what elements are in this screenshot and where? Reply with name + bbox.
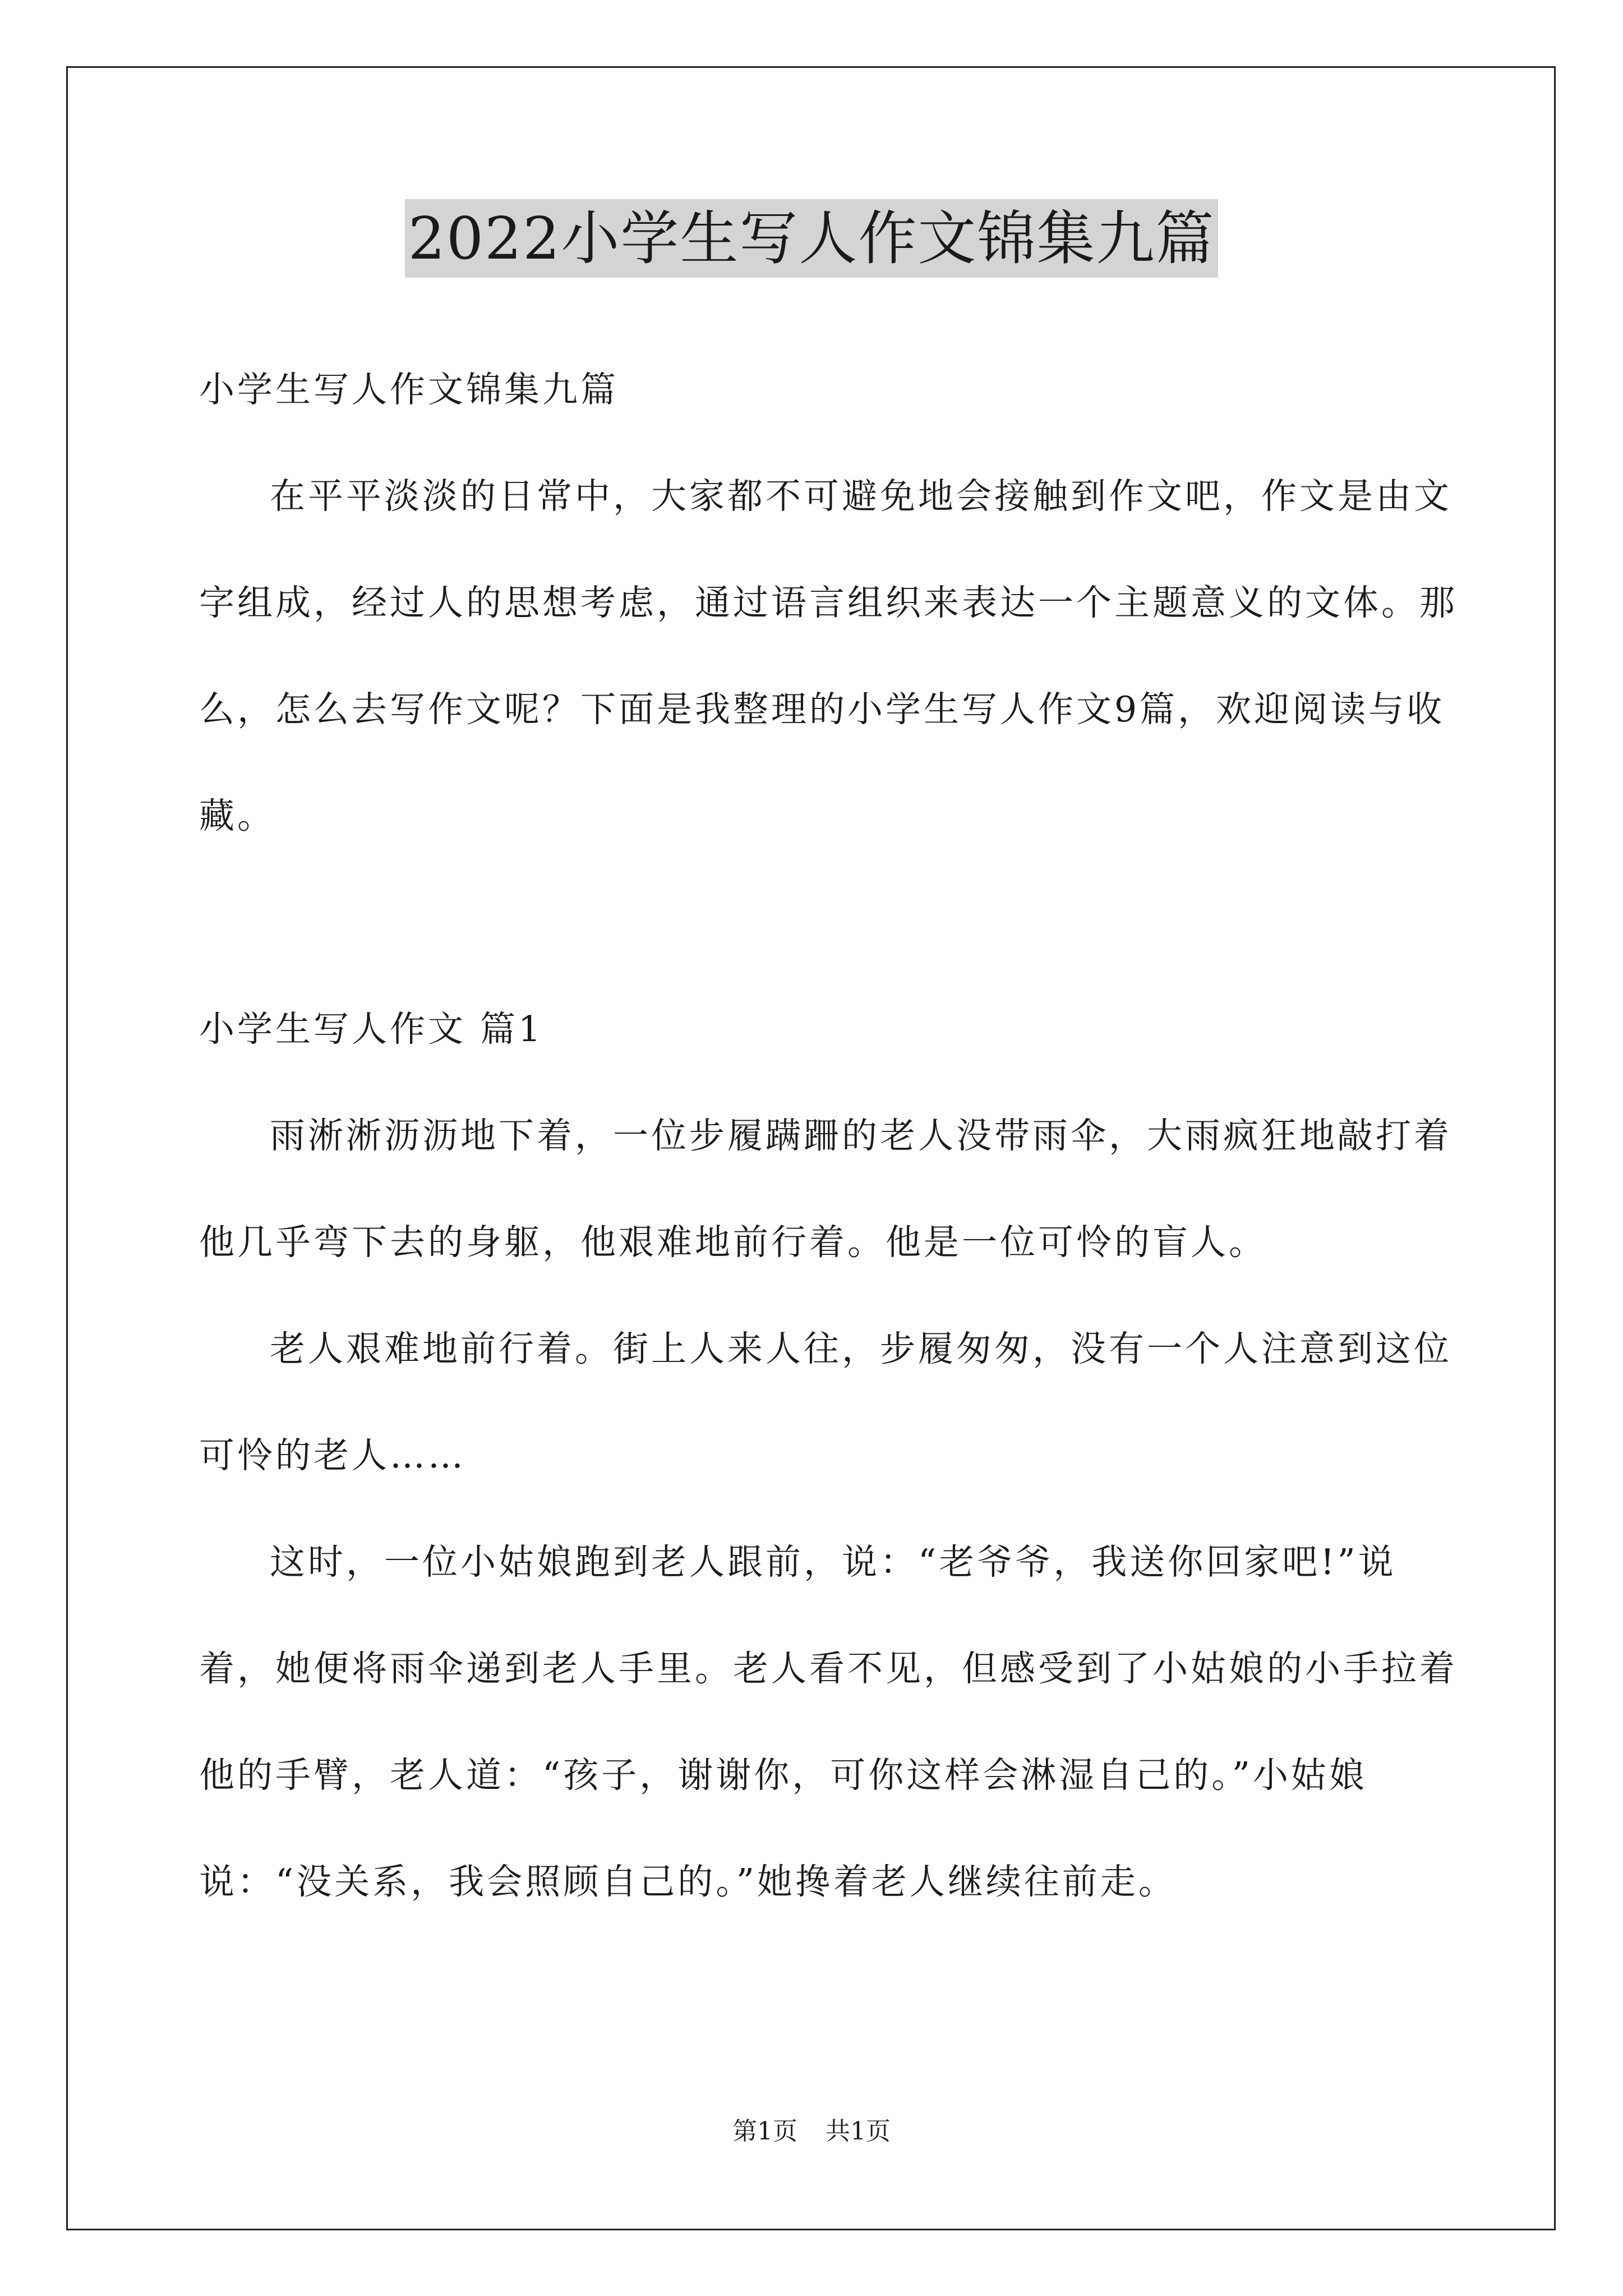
section-spacer bbox=[199, 869, 1472, 976]
page-total: 共1页 bbox=[826, 2117, 891, 2146]
document-body bbox=[199, 337, 1472, 1935]
body-paragraph-1: 雨淅淅沥沥地下着，一位步履蹒跚的老人没带雨伞，大雨疯狂地敲打着他几乎弯下去的身躯，他艰难地前行着。他是一位可怜的盲人。 bbox=[199, 1115, 1452, 1263]
page-footer bbox=[0, 2115, 1623, 2148]
intro-paragraph: 在平平淡淡的日常中，大家都不可避免地会接触到作文吧，作文是由文字组成，经过人的思想考虑，通过语言组织来表达一个主题意义的文体。那么，怎么去写作文呢？下面是我整理的小学生写人作文9篇，欢迎阅读与收藏。 bbox=[199, 476, 1458, 836]
section-heading: 小学生写人作文 篇1 bbox=[199, 1009, 544, 1050]
subtitle: 小学生写人作文锦集九篇 bbox=[199, 369, 619, 410]
document-title: 2022小学生写人作文锦集九篇 bbox=[405, 199, 1219, 278]
body-paragraph-2: 老人艰难地前行着。街上人来人往，步履匆匆，没有一个人注意到这位可怜的老人…… bbox=[199, 1328, 1452, 1476]
title-container bbox=[0, 199, 1623, 278]
body-paragraph-3: 这时，一位小姑娘跑到老人跟前，说：“老爷爷，我送你回家吧!”说着，她便将雨伞递到老人手里。老人看不见，但感受到了小姑娘的小手拉着他的手臂，老人道：“孩子，谢谢你，可你这样会淋湿自己的。”小姑娘说：“没关系，我会照顾自己的。”她搀着老人继续往前走。 bbox=[199, 1542, 1458, 1902]
page-number: 第1页 bbox=[732, 2117, 797, 2146]
